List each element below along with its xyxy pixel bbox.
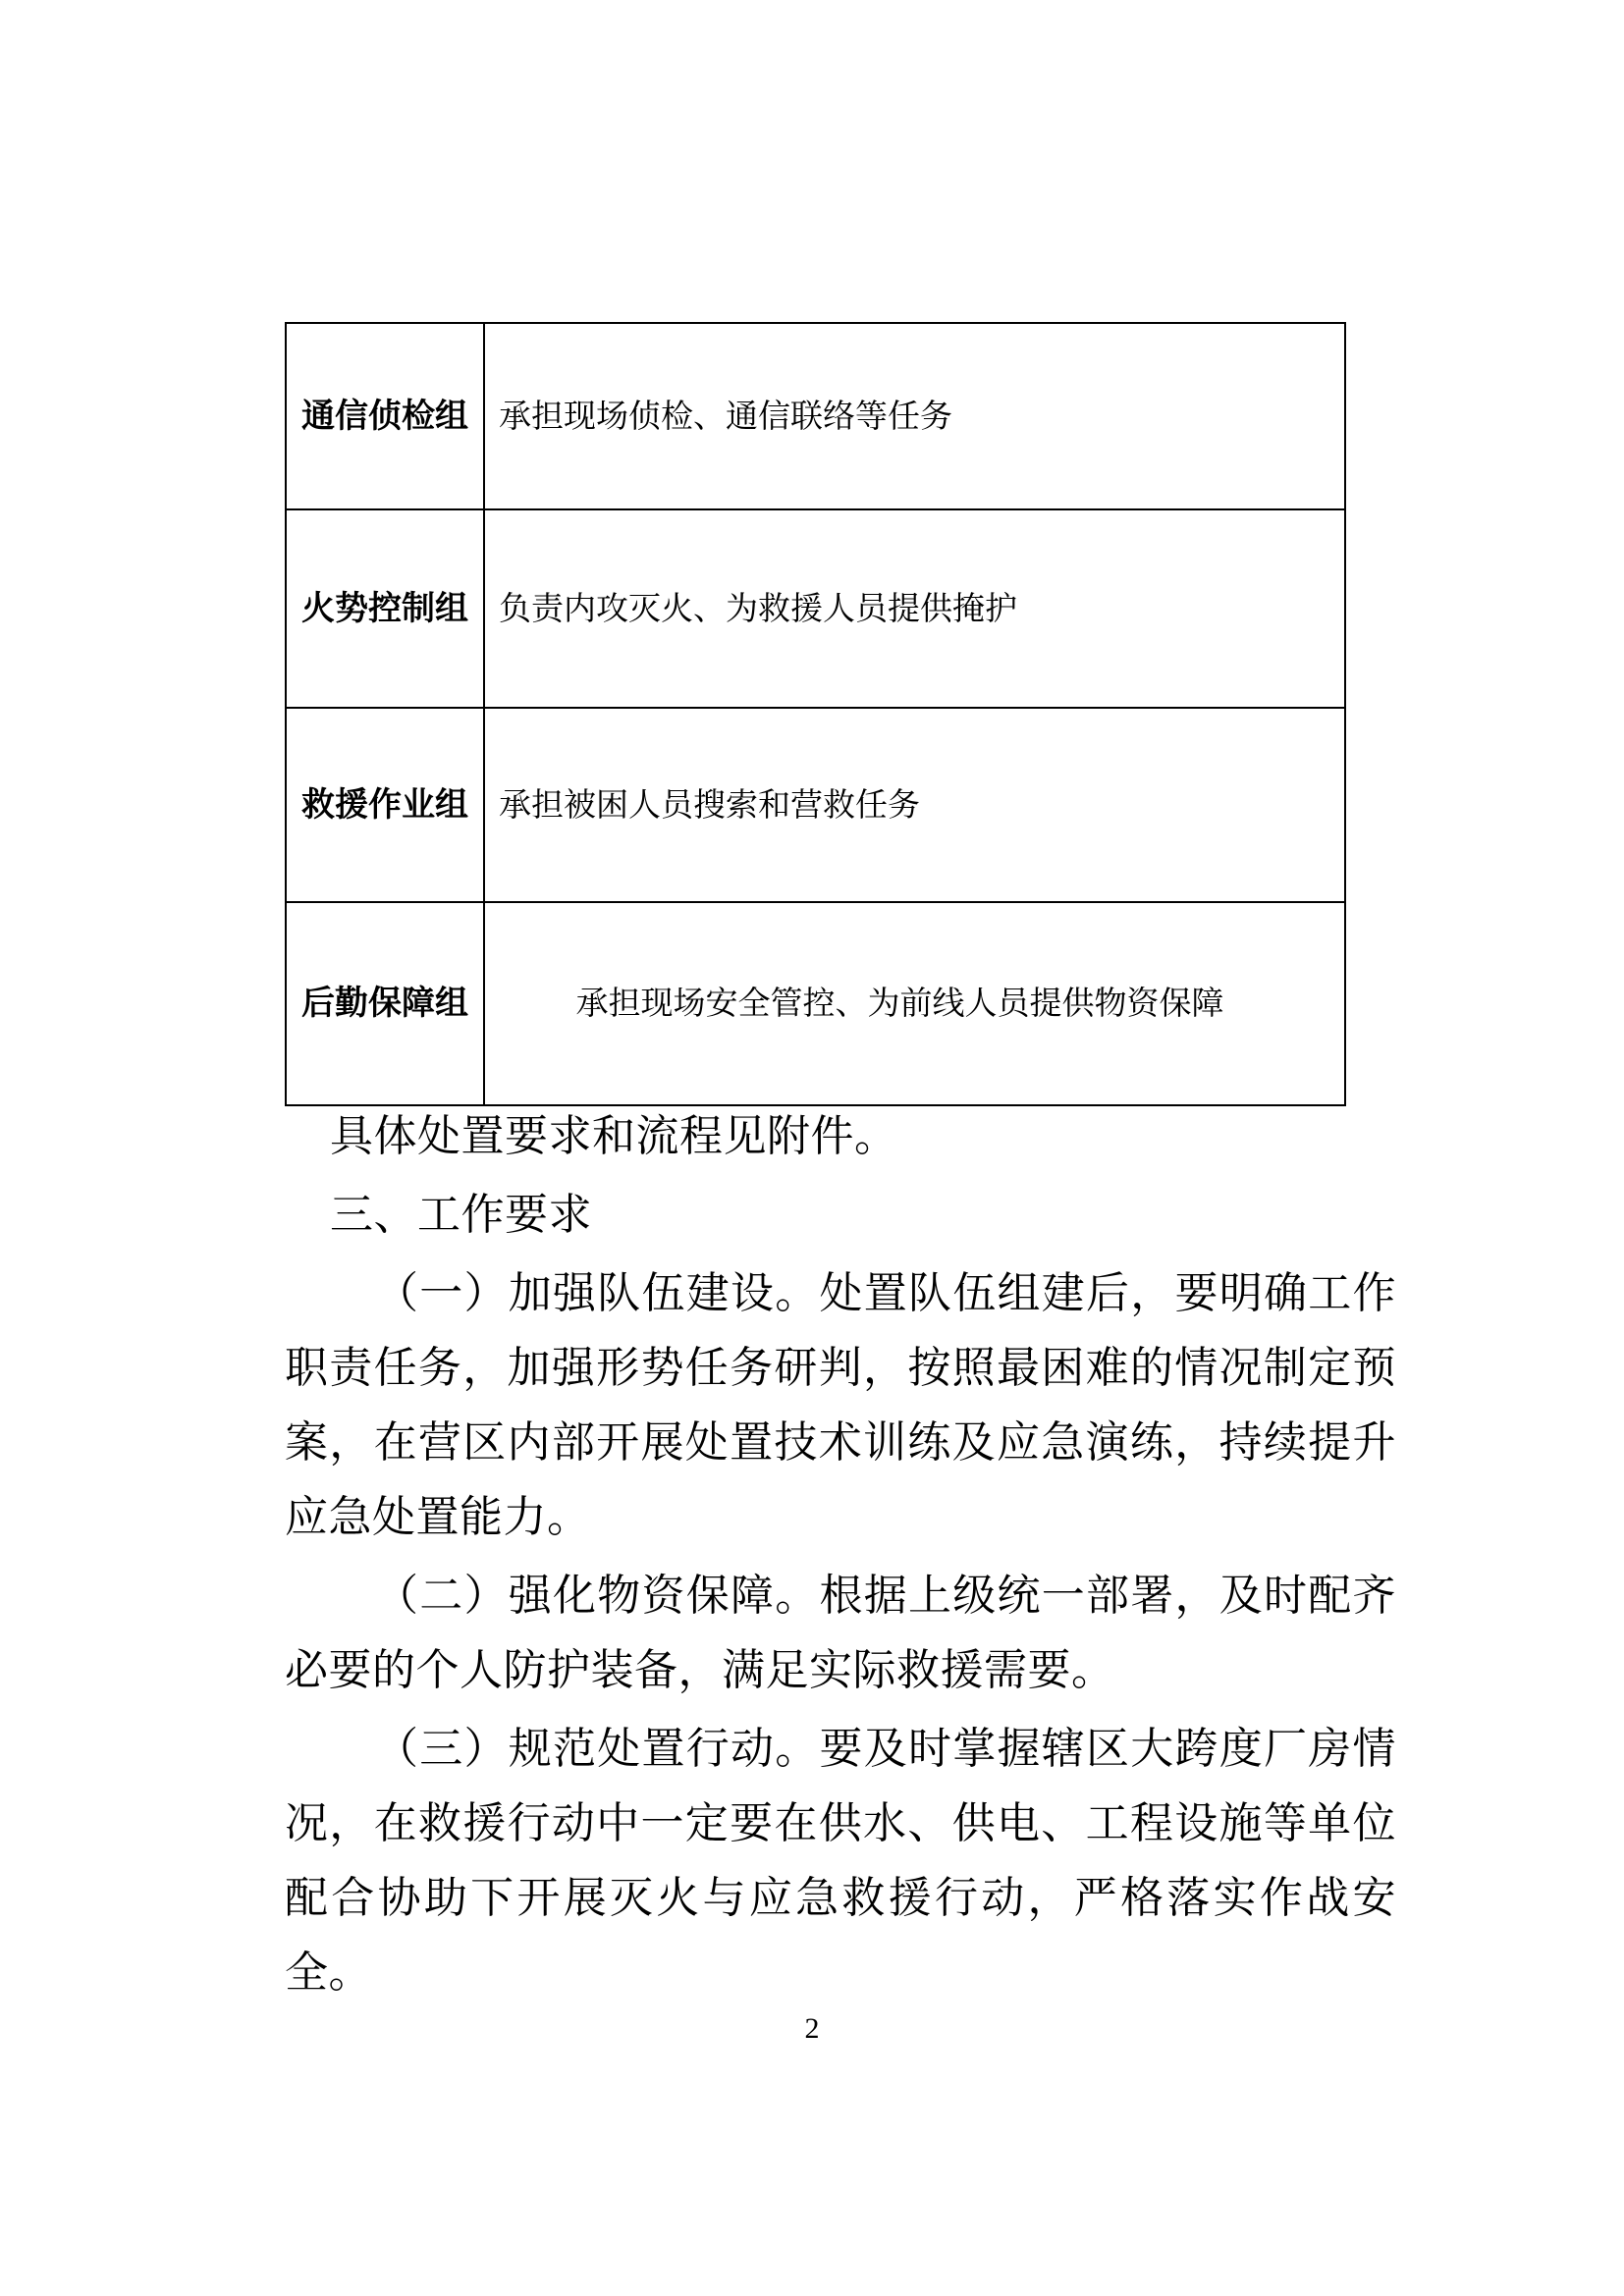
group-name-text: 火势控制组 xyxy=(301,589,468,627)
duty-text: 承担被困人员搜索和营救任务 xyxy=(499,785,920,823)
table-cell-duty xyxy=(484,708,1345,902)
table-cell-group-name xyxy=(286,708,484,902)
table-cell-duty xyxy=(484,323,1345,509)
table-body xyxy=(286,323,1345,1105)
group-name-text: 救援作业组 xyxy=(301,785,468,824)
table-cell-group-name xyxy=(286,902,484,1105)
table-row xyxy=(286,708,1345,902)
table-row xyxy=(286,323,1345,509)
duty-text: 承担现场安全管控、为前线人员提供物资保障 xyxy=(575,985,1224,1022)
table-cell-duty xyxy=(484,509,1345,708)
duty-text: 负责内攻灭火、为救援人员提供掩护 xyxy=(499,589,1017,626)
duty-text: 承担现场侦检、通信联络等任务 xyxy=(499,397,952,434)
table-row xyxy=(286,509,1345,708)
body-text-block xyxy=(285,1099,1396,2014)
paragraph-item-two: （二）强化物资保障。根据上级统一部署，及时配齐必要的个人防护装备，满足实际救援需要。 xyxy=(285,1572,1396,1694)
table-cell-group-name xyxy=(286,509,484,708)
duty-assignment-table xyxy=(285,322,1346,1106)
paragraph-heading-three: 三、工作要求 xyxy=(330,1191,592,1239)
table-row xyxy=(286,902,1345,1105)
page-number: 2 xyxy=(804,2012,820,2045)
paragraph-item-one: （一）加强队伍建设。处置队伍组建后，要明确工作职责任务，加强形势任务研判，按照最困难的情况制定预案，在营区内部开展处置技术训练及应急演练，持续提升应急处置能力。 xyxy=(285,1269,1396,1541)
paragraph-note-attachment: 具体处置要求和流程见附件。 xyxy=(330,1112,898,1160)
table-cell-duty xyxy=(484,902,1345,1105)
group-name-text: 通信侦检组 xyxy=(301,397,468,435)
group-name-text: 后勤保障组 xyxy=(301,985,468,1023)
table-cell-group-name xyxy=(286,323,484,509)
paragraph-item-three: （三）规范处置行动。要及时掌握辖区大跨度厂房情况，在救援行动中一定要在供水、供电、工程设施等单位配合协助下开展灭火与应急救援行动，严格落实作战安全。 xyxy=(285,1725,1396,1997)
